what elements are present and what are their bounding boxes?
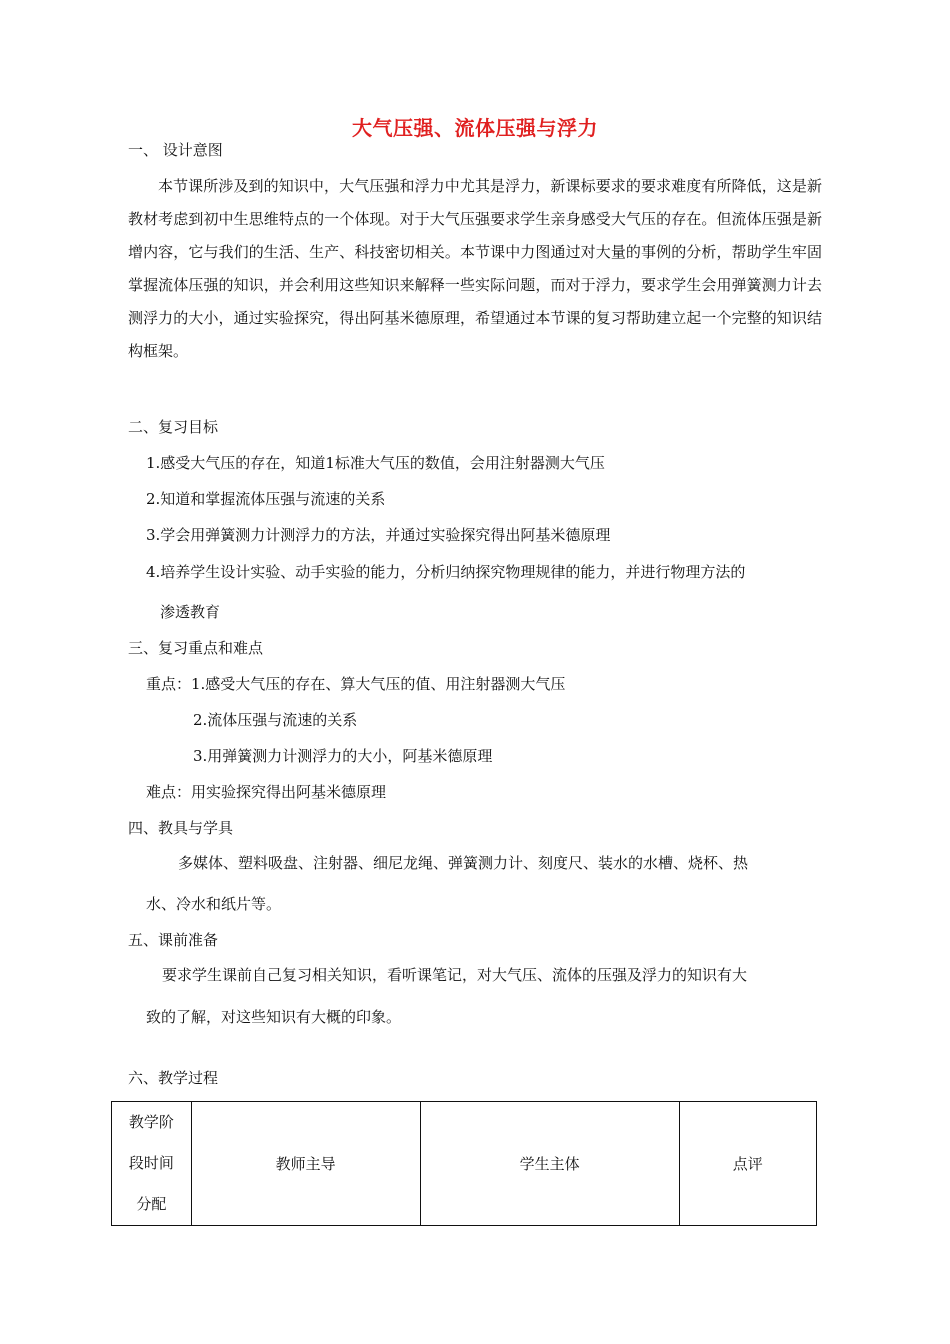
preparation-line-1: 要求学生课前自己复习相关知识，看听课笔记，对大气压、流体的压强及浮力的知识有大 — [162, 966, 748, 984]
section-heading-teaching-process: 六、教学过程 — [128, 1069, 219, 1087]
goal-item-3: 3.学会用弹簧测力计测浮力的方法，并通过实验探究得出阿基米德原理 — [146, 526, 611, 544]
header-stage-line-2: 段时间 — [128, 1154, 174, 1172]
design-intent-paragraph: 本节课所涉及到的知识中，大气压强和浮力中尤其是浮力，新课标要求的要求难度有所降低，这是新教材考虑到初中生思维特点的一个体现。对于大气压强要求学生亲身感受大气压的存在。但流体压强是新增内容，它与我们的生活、生产、科技密切相关。本节课中力图通过对大量的事例的分析，帮助学生牢固掌握流体压强的知识，并会利用这些知识来解释一些实际问题，而对于浮力，要求学生会用弹簧测力计去测浮力的大小，通过实验探究，得出阿基米德原理，希望通过本节课的复习帮助建立起一个完整的知识结构框架。 — [128, 177, 822, 360]
header-cell-stage-time — [112, 1102, 192, 1226]
table-header-row — [112, 1102, 817, 1226]
header-stage-line-1: 教学阶 — [128, 1113, 174, 1131]
teaching-aids-line-2: 水、冷水和纸片等。 — [146, 895, 282, 913]
key-point-1: 重点：1.感受大气压的存在、算大气压的值、用注射器测大气压 — [146, 675, 566, 693]
goal-item-1: 1.感受大气压的存在，知道1标准大气压的数值，会用注射器测大气压 — [146, 454, 605, 472]
key-point-2: 2.流体压强与流速的关系 — [193, 711, 358, 729]
goal-item-2: 2.知道和掌握流体压强与流速的关系 — [146, 490, 386, 508]
header-stage-line-3: 分配 — [136, 1195, 167, 1213]
section-heading-review-goals: 二、复习目标 — [128, 418, 219, 436]
section-heading-teaching-aids: 四、教具与学具 — [128, 819, 234, 837]
header-cell-student-centered: 学生主体 — [420, 1102, 679, 1226]
goal-item-4: 4.培养学生设计实验、动手实验的能力，分析归纳探究物理规律的能力，并进行物理方法的 — [146, 563, 746, 581]
section-heading-preparation: 五、课前准备 — [128, 931, 219, 949]
teaching-aids-line-1: 多媒体、塑料吸盘、注射器、细尼龙绳、弹簧测力计、刻度尺、装水的水槽、烧杯、热 — [178, 854, 749, 872]
document-title: 大气压强、流体压强与浮力 — [352, 116, 598, 140]
header-cell-comments: 点评 — [679, 1102, 816, 1226]
goal-item-4-continued: 渗透教育 — [160, 603, 221, 621]
section-heading-design-intent: 一、 设计意图 — [128, 141, 223, 159]
teaching-process-table — [111, 1101, 817, 1226]
key-point-3: 3.用弹簧测力计测浮力的大小，阿基米德原理 — [193, 747, 493, 765]
difficulty-point: 难点：用实验探究得出阿基米德原理 — [146, 783, 387, 801]
preparation-line-2: 致的了解，对这些知识有大概的印象。 — [146, 1008, 402, 1026]
header-cell-teacher-led: 教师主导 — [191, 1102, 420, 1226]
section-heading-key-points: 三、复习重点和难点 — [128, 639, 264, 657]
